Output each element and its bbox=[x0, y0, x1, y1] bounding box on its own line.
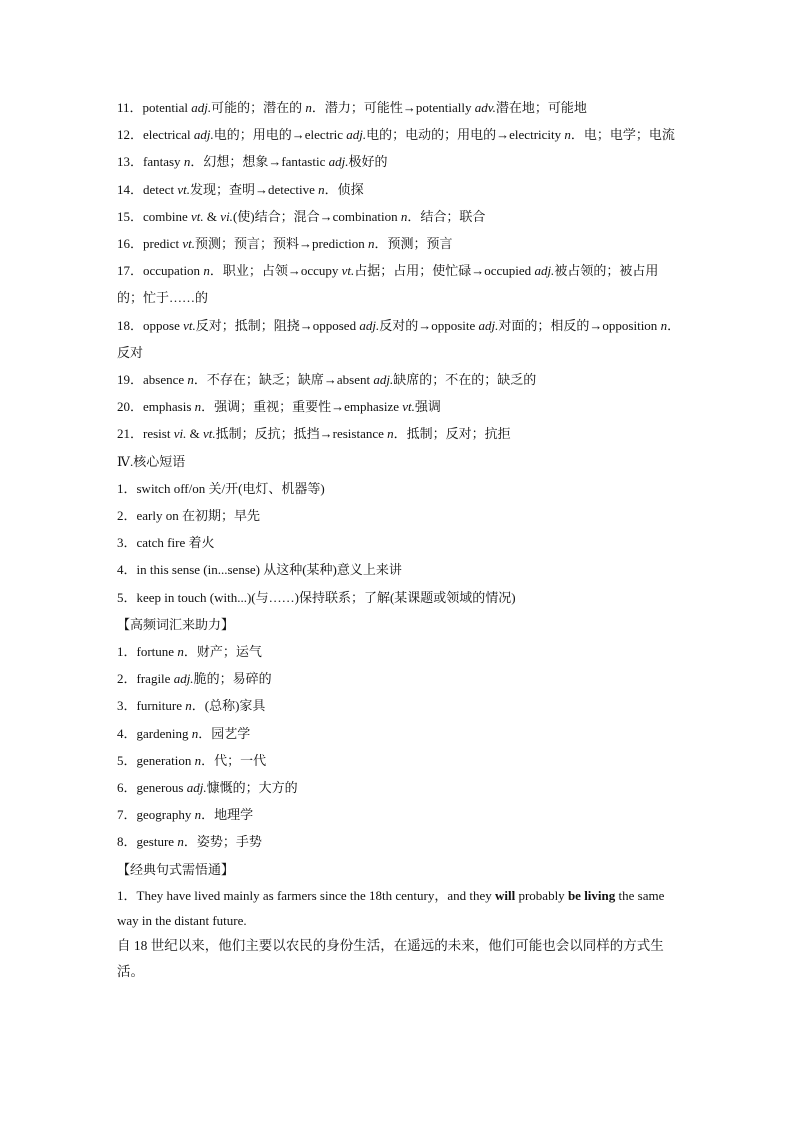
entry-text-segment: will bbox=[494, 887, 516, 903]
entry-text-segment: adj. bbox=[173, 671, 194, 687]
entry-text-segment: fragile bbox=[136, 671, 174, 687]
entry-text-segment: 对面的；相反的→opposition bbox=[498, 317, 661, 333]
entry-text-segment: ．抵制；反对；抗拒 bbox=[393, 426, 511, 442]
entry-text-segment: ．潜力；可能性→potentially bbox=[311, 100, 475, 115]
entry-text-segment: n bbox=[367, 236, 375, 252]
phrases-heading: Ⅳ.核心短语 bbox=[117, 453, 186, 469]
entry-text-segment: n bbox=[203, 263, 210, 279]
entry-text-segment: adj. bbox=[193, 127, 214, 143]
entry-text-segment: the same way in the distant future. bbox=[117, 887, 665, 928]
entry-text-segment: 预测；预言；预料→prediction bbox=[195, 236, 368, 252]
entry-text-segment: ．结合；联合 bbox=[407, 208, 486, 224]
entry-text-segment: n bbox=[177, 644, 184, 660]
entry-text-segment: n bbox=[318, 181, 325, 197]
entry-text-segment: ．反对 bbox=[117, 317, 681, 360]
entry-text-segment: vt. bbox=[182, 236, 195, 252]
entry-text-segment: 抵制；反抗；抵挡→resistance bbox=[215, 426, 388, 442]
entry-text-segment: ．园艺学 bbox=[198, 725, 251, 741]
high-frequency-entry bbox=[117, 801, 683, 828]
entry-text-segment: gardening bbox=[136, 725, 192, 741]
entry-text-segment: 电的；电动的；用电的→electricity bbox=[366, 127, 565, 143]
vocab-entry bbox=[117, 257, 683, 311]
entry-text-segment: ．预测；预言 bbox=[374, 236, 453, 252]
entry-text-segment: 被占领的；被占用的；忙于……的 bbox=[117, 263, 659, 306]
entry-text-segment: detect bbox=[143, 181, 178, 197]
entry-text-segment: ．财产；运气 bbox=[183, 644, 262, 660]
phrase-entry: 2．early on 在初期；早先 bbox=[117, 508, 260, 524]
entry-text-segment: 慷慨的；大方的 bbox=[206, 780, 298, 796]
entry-number: 17． bbox=[117, 263, 144, 279]
entry-number: 3． bbox=[117, 698, 137, 714]
entry-text-segment: adj. bbox=[478, 317, 499, 333]
entry-text-segment: vt. bbox=[202, 426, 216, 442]
entry-text-segment: ．电；电学；电流 bbox=[570, 127, 675, 143]
entry-text-segment: & bbox=[203, 208, 221, 224]
entry-number: 1． bbox=[117, 644, 137, 660]
entry-text-segment: 脆的；易碎的 bbox=[193, 671, 272, 687]
entry-text-segment: vt. bbox=[341, 263, 355, 279]
high-frequency-entry bbox=[117, 774, 683, 801]
entry-text-segment: ．姿势；手势 bbox=[183, 834, 262, 850]
entry-text-segment: n bbox=[305, 100, 312, 115]
entry-number: 6． bbox=[117, 780, 137, 796]
entry-text-segment: ．不存在；缺乏；缺席→absent bbox=[193, 372, 374, 388]
entry-number: 20． bbox=[117, 399, 144, 415]
entry-text-segment: 反对；抵制；阻挠→opposed bbox=[195, 317, 360, 333]
entry-text-segment: n bbox=[177, 834, 184, 850]
example-sentence bbox=[117, 883, 683, 933]
entry-text-segment: gesture bbox=[136, 834, 178, 850]
entry-text-segment: 极好的 bbox=[348, 154, 388, 170]
high-frequency-entry bbox=[117, 638, 683, 665]
entry-text-segment: be living bbox=[567, 887, 616, 903]
vocab-entry bbox=[117, 393, 683, 420]
high-frequency-entry bbox=[117, 692, 683, 719]
entry-text-segment: 缺席的；不在的；缺乏的 bbox=[393, 372, 537, 388]
entry-text-segment: vt. bbox=[191, 208, 204, 224]
entry-text-segment: n bbox=[400, 208, 408, 224]
entry-text-segment: They have lived mainly as farmers since the 18th century，and they bbox=[136, 887, 495, 903]
vocab-entry bbox=[117, 203, 683, 230]
entry-text-segment: vt. bbox=[183, 317, 196, 333]
entry-text-segment: n bbox=[191, 725, 199, 741]
entry-text-segment: absence bbox=[143, 372, 188, 388]
vocab-entry bbox=[117, 94, 683, 121]
entry-text-segment: resist bbox=[143, 426, 174, 442]
entry-text-segment: 反对的→opposite bbox=[379, 317, 479, 333]
entry-text-segment: 发现；查明→detective bbox=[189, 181, 319, 197]
vocab-entry bbox=[117, 176, 683, 203]
entry-text-segment: generation bbox=[136, 752, 195, 768]
entry-text-segment: n bbox=[564, 127, 571, 143]
sentence-heading: 【经典句式需悟通】 bbox=[117, 861, 235, 877]
entry-text-segment: probably bbox=[515, 887, 568, 903]
entry-text-segment: ．幻想；想象→fantastic bbox=[190, 154, 329, 170]
entry-text-segment: adv. bbox=[474, 100, 496, 115]
phrase-entry: 1．switch off/on 关/开(电灯、机器等) bbox=[117, 480, 325, 496]
entry-text-segment: n bbox=[185, 698, 192, 714]
entry-number: 8． bbox=[117, 834, 137, 850]
sentence-translation: 自 18 世纪以来，他们主要以农民的身份生活，在遥远的未来，他们可能也会以同样的方式生活。 bbox=[117, 937, 664, 979]
vocab-entry bbox=[117, 121, 683, 148]
entry-number: 21． bbox=[117, 426, 144, 442]
vocab-entry bbox=[117, 230, 683, 257]
entry-text-segment: fantasy bbox=[143, 154, 184, 170]
entry-text-segment: & bbox=[186, 426, 203, 442]
entry-text-segment: electrical bbox=[143, 127, 194, 143]
entry-text-segment: ．代；一代 bbox=[201, 752, 267, 768]
entry-text-segment: ．职业；占领→occupy bbox=[209, 263, 342, 279]
entry-text-segment: adj. bbox=[191, 100, 212, 115]
entry-text-segment: (使)结合；混合→combination bbox=[232, 208, 401, 224]
entry-text-segment: ．强调；重视；重要性→emphasize bbox=[201, 399, 403, 415]
vocab-entry bbox=[117, 148, 683, 175]
vocab-derivatives-list bbox=[117, 94, 683, 448]
high-frequency-heading: 【高频词汇来助力】 bbox=[117, 616, 235, 632]
entry-text-segment: n bbox=[660, 317, 668, 333]
entry-text-segment: adj. bbox=[373, 372, 394, 388]
entry-text-segment: generous bbox=[136, 780, 187, 796]
entry-number: 2． bbox=[117, 671, 137, 687]
entry-text-segment: emphasis bbox=[143, 399, 195, 415]
entry-text-segment: oppose bbox=[143, 317, 184, 333]
high-frequency-entry bbox=[117, 720, 683, 747]
entry-number: 14． bbox=[117, 181, 144, 197]
entry-text-segment: adj. bbox=[359, 317, 380, 333]
entry-text-segment: n bbox=[183, 154, 191, 170]
entry-text-segment: occupation bbox=[143, 263, 204, 279]
entry-text-segment: n bbox=[194, 752, 202, 768]
entry-number: 1． bbox=[117, 887, 137, 903]
high-frequency-list bbox=[117, 638, 683, 856]
phrase-entry: 3．catch fire 着火 bbox=[117, 535, 215, 551]
entry-text-segment: n bbox=[187, 372, 194, 388]
high-frequency-entry bbox=[117, 828, 683, 855]
entry-text-segment: ．侦探 bbox=[324, 181, 364, 197]
entry-text-segment: adj. bbox=[346, 127, 367, 143]
vocab-entry bbox=[117, 366, 683, 393]
entry-text-segment: potential bbox=[142, 100, 192, 115]
entry-number: 11． bbox=[117, 100, 143, 115]
entry-text-segment: ．(总称)家具 bbox=[191, 698, 266, 714]
entry-number: 19． bbox=[117, 372, 144, 388]
entry-text-segment: 占据；占用；使忙碌→occupied bbox=[354, 263, 535, 279]
phrase-entry: 5．keep in touch (with...)(与……)保持联系；了解(某课题或领域的情况) bbox=[117, 589, 516, 605]
entry-text-segment: n bbox=[194, 399, 202, 415]
entry-text-segment: geography bbox=[136, 807, 195, 823]
entry-text-segment: ．地理学 bbox=[201, 807, 254, 823]
entry-text-segment: adj. bbox=[534, 263, 555, 279]
entry-text-segment: fortune bbox=[136, 644, 178, 660]
entry-number: 15． bbox=[117, 208, 144, 224]
entry-text-segment: 强调 bbox=[414, 399, 441, 415]
high-frequency-entry bbox=[117, 747, 683, 774]
entry-number: 16． bbox=[117, 236, 144, 252]
document-page bbox=[117, 94, 683, 985]
entry-text-segment: 潜在地；可能地 bbox=[495, 100, 587, 115]
vocab-entry bbox=[117, 420, 683, 447]
entry-number: 18． bbox=[117, 317, 144, 333]
entry-text-segment: n bbox=[194, 807, 202, 823]
entry-text-segment: 可能的；潜在的 bbox=[211, 100, 306, 115]
entry-text-segment: n bbox=[387, 426, 394, 442]
entry-text-segment: 电的；用电的→electric bbox=[213, 127, 347, 143]
entry-text-segment: adj. bbox=[328, 154, 349, 170]
entry-text-segment: combine bbox=[143, 208, 192, 224]
entry-text-segment: furniture bbox=[136, 698, 186, 714]
entry-text-segment: vt. bbox=[402, 399, 415, 415]
entry-number: 12． bbox=[117, 127, 144, 143]
high-frequency-entry bbox=[117, 665, 683, 692]
entry-text-segment: vt. bbox=[177, 181, 190, 197]
vocab-entry bbox=[117, 312, 683, 366]
entry-number: 5． bbox=[117, 752, 137, 768]
phrase-entry: 4．in this sense (in...sense) 从这种(某种)意义上来讲 bbox=[117, 562, 402, 578]
entry-number: 13． bbox=[117, 154, 144, 170]
entry-number: 4． bbox=[117, 725, 137, 741]
entry-text-segment: adj. bbox=[186, 780, 207, 796]
phrases-list bbox=[117, 475, 683, 611]
entry-number: 7． bbox=[117, 807, 137, 823]
entry-text-segment: vi. bbox=[173, 426, 187, 442]
entry-text-segment: vi. bbox=[220, 208, 233, 224]
entry-text-segment: predict bbox=[143, 236, 183, 252]
